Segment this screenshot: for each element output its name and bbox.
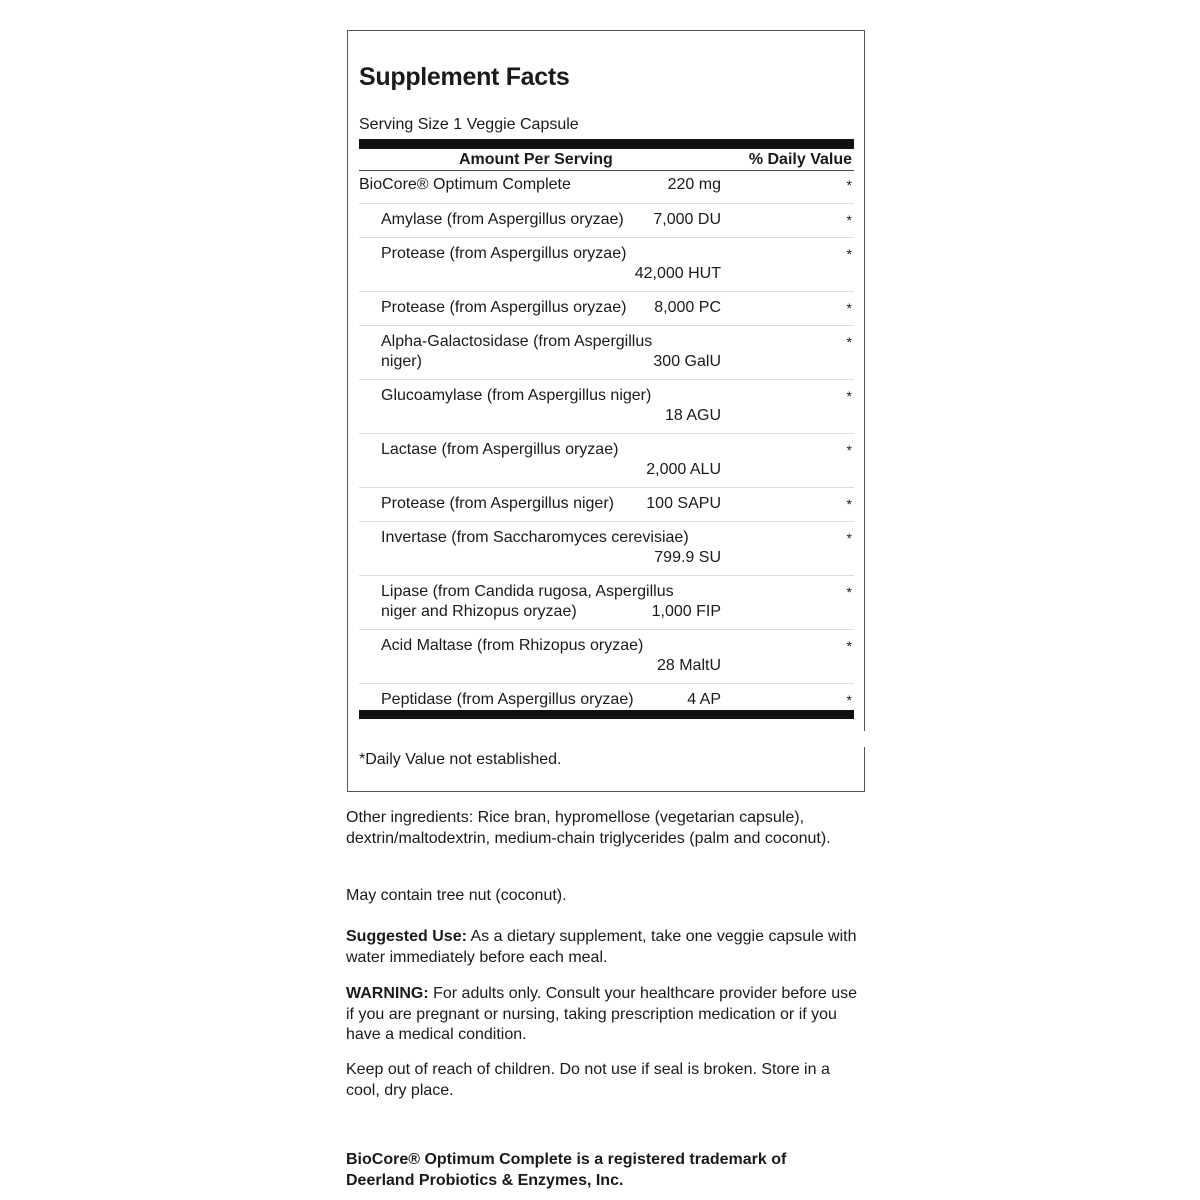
ingredient-name: Protease (from Aspergillus oryzae) bbox=[381, 245, 627, 262]
warning bbox=[346, 984, 861, 1046]
ingredient-amount: 1,000 FIP bbox=[651, 603, 721, 620]
table-row bbox=[359, 326, 854, 380]
table-row bbox=[359, 434, 854, 488]
serving-size: Serving Size 1 Veggie Capsule bbox=[359, 116, 579, 133]
table-row bbox=[359, 630, 854, 684]
table-row bbox=[359, 522, 854, 576]
daily-value-header: % Daily Value bbox=[748, 151, 852, 168]
ingredient-amount: 300 GalU bbox=[653, 353, 721, 370]
daily-value: * bbox=[846, 638, 852, 654]
warning-label: WARNING: bbox=[346, 985, 429, 1002]
warning-text: For adults only. Consult your healthcare provider before use if you are pregnant or nursing, taking prescription medication or if you have a medical condition. bbox=[346, 985, 858, 1043]
table-row bbox=[359, 292, 854, 326]
facts-rows bbox=[359, 171, 854, 717]
table-row bbox=[359, 204, 854, 238]
ingredient-amount: 42,000 HUT bbox=[634, 265, 721, 282]
ingredient-amount: 28 MaltU bbox=[656, 657, 721, 674]
table-row bbox=[359, 576, 854, 630]
ingredient-name: Peptidase (from Aspergillus oryzae) bbox=[381, 691, 634, 708]
ingredient-amount: 4 AP bbox=[687, 691, 721, 708]
daily-value: * bbox=[846, 692, 852, 708]
daily-value: * bbox=[846, 300, 852, 316]
ingredient-name: Protease (from Aspergillus niger) bbox=[381, 495, 614, 512]
ingredient-amount: 2,000 ALU bbox=[646, 461, 721, 478]
border-gap bbox=[356, 731, 876, 747]
other-ingredients: Other ingredients: Rice bran, hypromellose (vegetarian capsule), dextrin/maltodextrin, medium-chain triglycerides (palm and coconut). bbox=[346, 809, 831, 847]
ingredient-name: Alpha-Galactosidase (from Aspergillus niger) bbox=[381, 333, 653, 370]
ingredient-name: Invertase (from Saccharomyces cerevisiae) bbox=[381, 529, 689, 546]
ingredient-amount: 799.9 SU bbox=[654, 549, 721, 566]
table-row bbox=[359, 171, 854, 204]
daily-value: * bbox=[846, 212, 852, 228]
storage-instructions: Keep out of reach of children. Do not use if seal is broken. Store in a cool, dry place. bbox=[346, 1061, 830, 1099]
suggested-use-label: Suggested Use: bbox=[346, 928, 467, 945]
daily-value: * bbox=[846, 584, 852, 600]
daily-value: * bbox=[846, 442, 852, 458]
ingredient-name: Glucoamylase (from Aspergillus niger) bbox=[381, 387, 652, 404]
ingredient-name: Lipase (from Candida rugosa, Aspergillus niger and Rhizopus oryzae) bbox=[381, 583, 674, 620]
supplement-facts-panel bbox=[347, 30, 865, 792]
ingredient-name: BioCore® Optimum Complete bbox=[359, 176, 571, 193]
ingredient-amount: 7,000 DU bbox=[653, 211, 721, 228]
ingredient-amount: 220 mg bbox=[667, 176, 721, 193]
ingredient-name: Protease (from Aspergillus oryzae) bbox=[381, 299, 627, 316]
panel-title: Supplement Facts bbox=[359, 63, 570, 91]
table-row bbox=[359, 380, 854, 434]
daily-value: * bbox=[846, 496, 852, 512]
ingredient-name: Acid Maltase (from Rhizopus oryzae) bbox=[381, 637, 644, 654]
daily-value: * bbox=[846, 388, 852, 404]
ingredient-name: Lactase (from Aspergillus oryzae) bbox=[381, 441, 619, 458]
table-row bbox=[359, 238, 854, 292]
bottom-rule bbox=[359, 710, 854, 719]
table-row bbox=[359, 488, 854, 522]
suggested-use bbox=[346, 927, 861, 968]
daily-value: * bbox=[846, 177, 852, 193]
suggested-use-text: As a dietary supplement, take one veggie capsule with water immediately before each meal. bbox=[346, 928, 857, 966]
daily-value-footnote: *Daily Value not established. bbox=[359, 751, 562, 768]
amount-per-serving-header: Amount Per Serving bbox=[459, 151, 613, 168]
ingredient-amount: 18 AGU bbox=[664, 407, 721, 424]
daily-value: * bbox=[846, 246, 852, 262]
ingredient-amount: 100 SAPU bbox=[646, 495, 721, 512]
ingredient-amount: 8,000 PC bbox=[654, 299, 721, 316]
allergen-statement: May contain tree nut (coconut). bbox=[346, 887, 567, 904]
daily-value: * bbox=[846, 334, 852, 350]
column-header bbox=[359, 149, 854, 171]
top-rule bbox=[359, 139, 854, 149]
trademark-notice: BioCore® Optimum Complete is a registered trademark of Deerland Probiotics & Enzymes, Inc. bbox=[346, 1151, 787, 1189]
ingredient-name: Amylase (from Aspergillus oryzae) bbox=[381, 211, 624, 228]
daily-value: * bbox=[846, 530, 852, 546]
